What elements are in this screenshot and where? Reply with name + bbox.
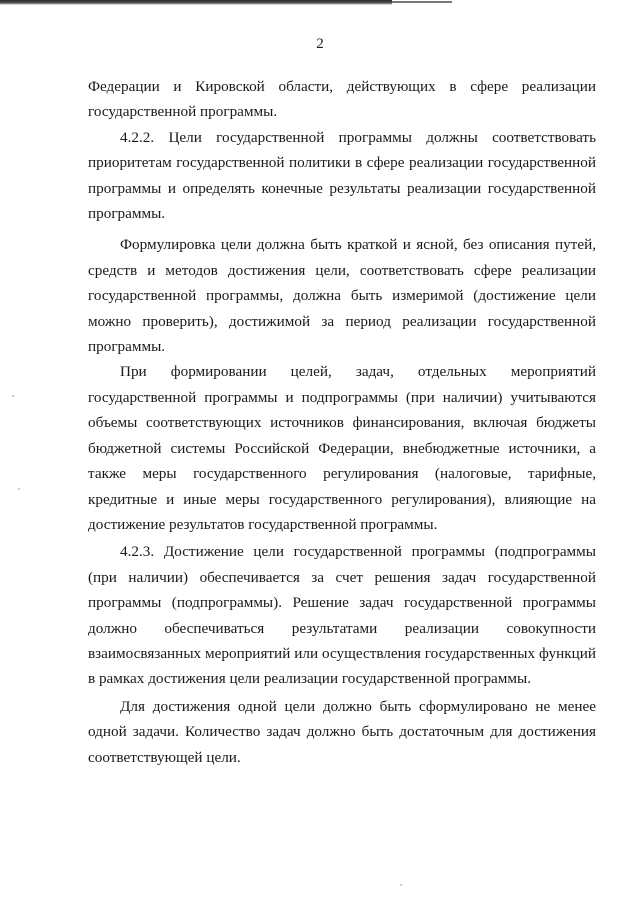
document-body <box>88 74 596 770</box>
text-line: средств и методов достижения цели, соответствовать сфере реализации <box>88 261 596 279</box>
scan-top-edge-thin <box>392 1 452 3</box>
paragraph-4-2-2 <box>88 125 596 227</box>
text-line: должно обеспечиваться результатами реализации совокупности <box>88 619 596 637</box>
text-line: При формировании целей, задач, отдельных мероприятий <box>120 363 596 381</box>
paragraph-tasks <box>88 694 596 770</box>
paragraph-funding <box>88 359 596 537</box>
text-line: Для достижения одной цели должно быть сформулировано не менее <box>120 697 596 715</box>
text-line: программы (подпрограммы). Решение задач государственной программы <box>88 594 596 612</box>
text-line: программы. <box>88 205 166 223</box>
text-line: одной задачи. Количество задач должно быть достаточным для достижения <box>88 723 596 741</box>
text-line: программы и определять конечные результаты реализации государственной <box>88 179 596 197</box>
text-line: государственной программы, должна быть измеримой (достижение цели <box>88 287 596 305</box>
text-line: Формулировка цели должна быть краткой и ясной, без описания путей, <box>120 236 596 254</box>
scan-speck <box>12 395 14 397</box>
text-line: Федерации и Кировской области, действующих в сфере реализации <box>88 78 596 95</box>
scan-speck <box>400 884 402 886</box>
paragraph-continuation <box>88 74 596 125</box>
text-line: соответствующей цели. <box>88 748 241 766</box>
text-line: кредитные и иные меры государственного регулирования), влияющие на <box>88 490 596 508</box>
text-line: государственной программы. <box>88 103 278 121</box>
text-line: программы. <box>88 338 166 356</box>
scan-speck <box>18 488 20 490</box>
text-line: (при наличии) обеспечивается за счет решения задач государственной <box>88 568 596 586</box>
text-line: объемы соответствующих источников финансирования, включая бюджеты <box>88 414 596 432</box>
text-line: взаимосвязанных мероприятий или осуществления государственных функций <box>88 644 596 662</box>
text-line: приоритетам государственной политики в сфере реализации государственной <box>88 154 596 172</box>
text-line: достижение результатов государственной программы. <box>88 515 438 533</box>
scan-top-edge <box>0 0 392 5</box>
text-line: также меры государственного регулирования (налоговые, тарифные, <box>88 465 596 483</box>
paragraph-goal-formulation <box>88 232 596 359</box>
page-number: 2 <box>316 36 324 52</box>
text-line: в рамках достижения цели реализации государственной программы. <box>88 670 532 688</box>
text-line: 4.2.3. Достижение цели государственной программы (подпрограммы <box>120 543 596 561</box>
paragraph-4-2-3 <box>88 539 596 691</box>
text-line: можно проверить), достижимой за период реализации государственной <box>88 312 596 330</box>
text-line: государственной программы и подпрограммы (при наличии) учитываются <box>88 388 596 406</box>
text-line: 4.2.2. Цели государственной программы должны соответствовать <box>120 128 596 146</box>
text-line: бюджетной системы Российской Федерации, внебюджетные источники, а <box>88 439 596 457</box>
